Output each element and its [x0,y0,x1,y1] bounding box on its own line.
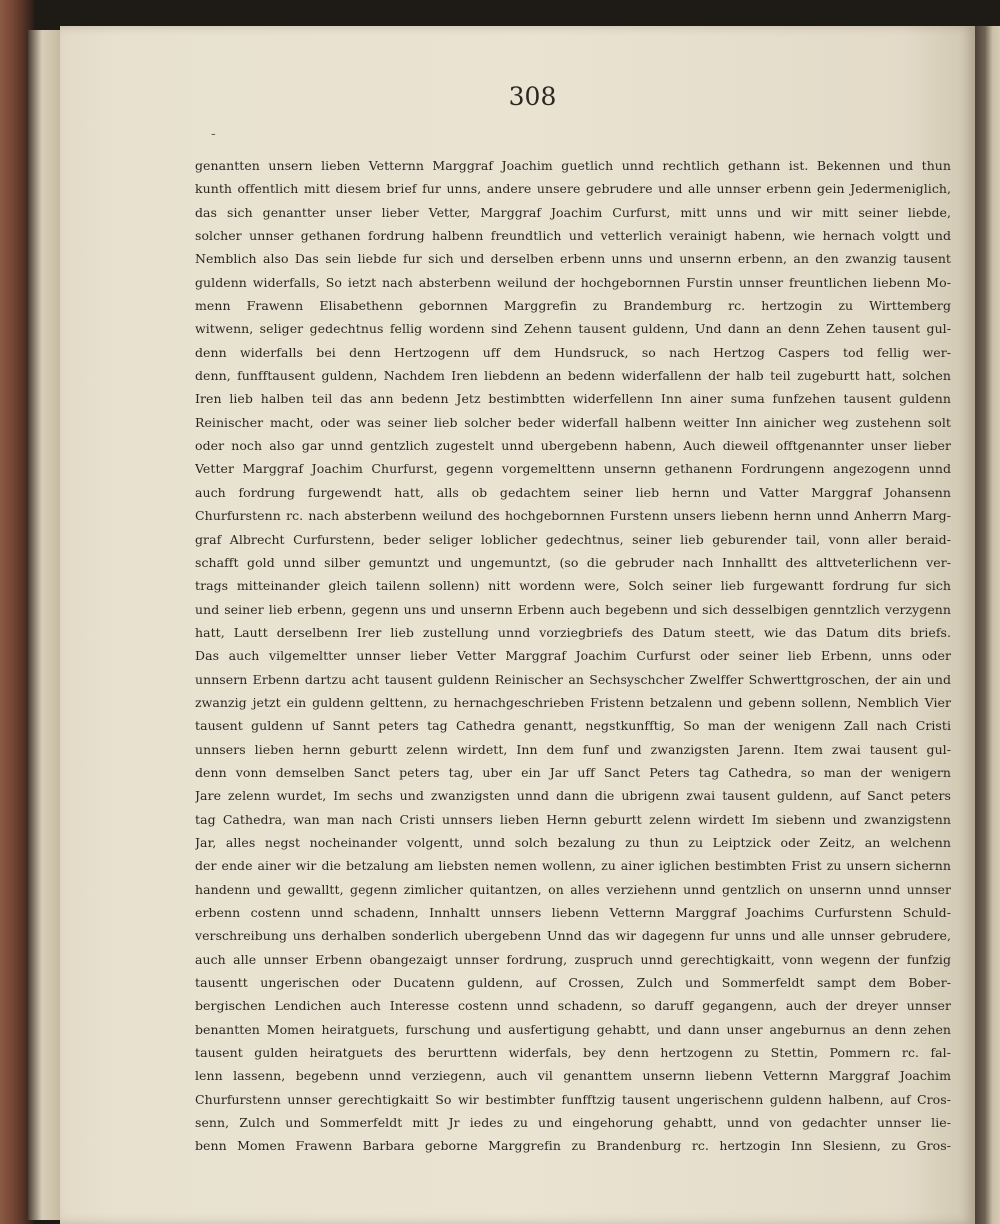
text-line: tausent gulden heiratguets des berurttenn widerfals, bey denn hertzogenn zu Stettin, Pommern rc. fal- [195,1045,951,1061]
text-line: auch alle unnser Erbenn obangezaigt unnser fordrung, zuspruch unnd gerechtigkaitt, vonn wegenn der funfzig [195,951,951,967]
body-text [195,154,951,1158]
text-line: Jar, alles negst nocheinander volgentt, unnd solch bezalung zu thun zu Leiptzick oder Zeitz, an welchenn [195,834,951,850]
text-line: bergischen Lendichen auch Interesse costenn unnd schadenn, so daruff gegangenn, auch der dreyer unnser [195,998,951,1014]
text-line: genantten unsern lieben Vetternn Marggraf Joachim guetlich unnd rechtlich gethann ist. Bekennen und thun [195,158,951,173]
book-right-edge [975,26,1000,1224]
text-line: unnsern Erbenn dartzu acht tausent guldenn Reinischer an Sechsyschcher Zwelffer Schwerttgroschen, der ain und [195,671,951,687]
text-line: Das auch vilgemeltter unnser lieber Vetter Marggraf Joachim Curfurst oder seiner lieb Erbenn, unns oder [195,648,951,664]
text-line: Iren lieb halben teil das ann bedenn Jetz bestimbtten widerfellenn Inn ainer suma funfzehen tausent guldenn [195,391,951,407]
text-line: unnsers lieben hernn geburtt zelenn wirdett, Inn dem funf und zwanzigsten Jarenn. Item zwai tausent gul- [195,741,951,757]
text-line: hatt, Lautt derselbenn Irer lieb zustellung unnd vorziegbriefs des Datum steett, wie das Datum dits briefs. [195,624,951,640]
text-line: Churfurstenn unnser gerechtigkaitt So wir bestimbter funfftzig tausent ungerischenn guldenn halbenn, auf Cros- [195,1091,951,1107]
text-line: und seiner lieb erbenn, gegenn uns und unsernn Erbenn auch begebenn und sich desselbigen genntzlich verzygenn [195,601,951,617]
text-line: Vetter Marggraf Joachim Churfurst, gegenn vorgemelttenn unsernn gethanenn Fordrungenn angezogenn unnd [195,461,951,477]
text-line: denn widerfalls bei denn Hertzogenn uff dem Hundsruck, so nach Hertzog Caspers tod fellig wer- [195,344,951,360]
page-mark: - [211,126,216,142]
page-number-text: 308 [508,82,557,111]
text-line: benn Momen Frawenn Barbara geborne Marggrefin zu Brandenburg rc. hertzogin Inn Slesienn, zu Gros- [195,1138,951,1154]
text-line: handenn und gewalltt, gegenn zimlicher quitantzen, on alles verziehenn unnd gentzlich on unsernn unnd unnser [195,881,951,897]
text-line: menn Frawenn Elisabethenn gebornnen Marggrefin zu Brandemburg rc. hertzogin zu Wirttemberg [195,298,951,314]
text-line: denn, funfftausent guldenn, Nachdem Iren liebdenn an bedenn widerfallenn der halb teil zugeburtt hatt, solchen [195,368,951,384]
text-line: denn vonn demselben Sanct peters tag, uber ein Jar uff Sanct Peters tag Cathedra, so man der wenigern [195,764,951,780]
text-line: das sich genantter unser lieber Vetter, Marggraf Joachim Curfurst, mitt unns und wir mitt seiner liebde, [195,204,951,220]
page-number [60,82,975,111]
text-line: Jare zelenn wurdet, Im sechs und zwanzigsten unnd dann die ubrigenn zwai tausent guldenn, auf Sanct peters [195,788,951,804]
text-line: Churfurstenn rc. nach absterbenn weilund des hochgebornnen Furstenn unsers liebenn hernn unnd Anherrn Marg- [195,508,951,524]
text-line: tausentt ungerischen oder Ducatenn guldenn, auf Crossen, Zulch und Sommerfeldt sampt dem Bober- [195,975,951,991]
text-line: tausent guldenn uf Sannt peters tag Cathedra genantt, negstkunfftig, So man der wenigenn Zall nach Cristi [195,718,951,734]
text-line: tag Cathedra, wan man nach Cristi unnsers lieben Hernn geburtt zelenn wirdett Im siebenn und zwanzigstenn [195,811,951,827]
text-line: der ende ainer wir die betzalung am liebsten nemen wollenn, zu ainer iglichen bestimbten Frist zu unsern sichernn [195,858,951,874]
text-line: lenn lassenn, begebenn unnd verziegenn, auch vil genanttem unsernn liebenn Vetternn Marggraf Joachim [195,1068,951,1084]
text-line: erbenn costenn unnd schadenn, Innhaltt unnsers liebenn Vetternn Marggraf Joachims Curfurstenn Schuld- [195,905,951,920]
text-line: senn, Zulch und Sommerfeldt mitt Jr iedes zu und eingehorung gehabtt, unnd von gedachter unnser lie- [195,1115,951,1131]
text-line: Nemblich also Das sein liebde fur sich und derselben erbenn unns und unsernn erbenn, an den zwanzig tausent [195,251,951,267]
text-line: Reinischer macht, oder was seiner lieb solcher beder widerfall halbenn weitter Inn ainicher weg zustehenn solt [195,414,951,430]
text-line: kunth offentlich mitt diesem brief fur unns, andere unsere gebrudere und alle unnser erbenn gein Jedermeniglich, [195,181,951,197]
text-line: trags mitteinander gleich tailenn sollenn) nitt wordenn were, Solch seiner lieb furgewantt fordrung fur sich [195,578,951,594]
text-line: oder noch also gar unnd gentzlich zugestelt unnd ubergebenn habenn, Auch dieweil offtgenannter unser lieber [195,438,951,454]
text-line: benantten Momen heiratguets, furschung und ausfertigung gehabtt, und dann unser angeburnus an denn zehen [195,1021,951,1037]
text-line: auch fordrung furgewendt hatt, alls ob gedachtem seiner lieb hernn und Vatter Marggraf Johansenn [195,484,951,500]
text-line: schafft gold unnd silber gemuntzt und ungemuntzt, (so die gebruder nach Innhalltt des alttveterlichenn ver- [195,554,951,570]
text-line: zwanzig jetzt ein guldenn gelttenn, zu hernachgeschrieben Fristenn betzalenn und gebenn sollenn, Nemblich Vier [195,694,951,710]
text-line: solcher unnser gethanen fordrung halbenn freundtlich und vetterlich verainigt habenn, wie hernach volgtt und [195,228,951,244]
text-line: witwenn, seliger gedechtnus fellig wordenn sind Zehenn tausent guldenn, Und dann an denn Zehen tausent gul- [195,321,951,337]
book-page [60,26,975,1224]
text-line: verschreibung uns derhalben sonderlich ubergebenn Unnd das wir dagegenn fur unns und alle unnser gebrudere, [195,928,951,944]
text-line: guldenn widerfalls, So ietzt nach absterbenn weilund der hochgebornnen Furstin unnser freuntlichen liebenn Mo- [195,274,951,290]
text-line: graf Albrecht Curfurstenn, beder seliger loblicher gedechtnus, seiner lieb geburender tail, vonn aller beraid- [195,531,951,547]
